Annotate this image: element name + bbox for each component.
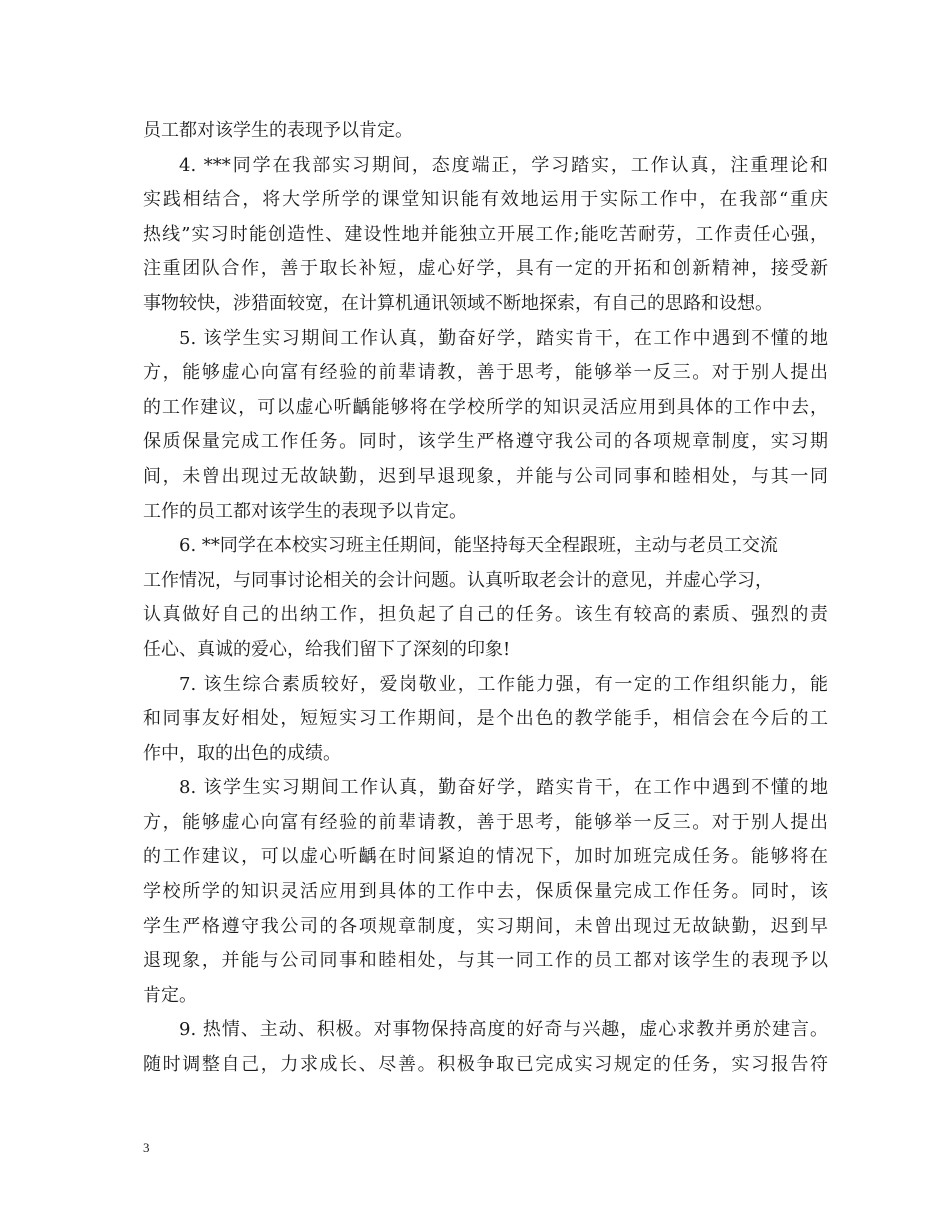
text-line: 8. 该学生实习期间工作认真，勤奋好学，踏实肯干，在工作中遇到不懂的地 bbox=[179, 777, 828, 799]
text-line: 工作的员工都对该学生的表现予以肯定。 bbox=[143, 500, 467, 522]
text-line: 的工作建议，可以虚心听齲能够将在学校所学的知识灵活应用到具体的工作中去， bbox=[143, 396, 828, 418]
text-line: 任心、真诚的爱心，给我们留下了深刻的印象! bbox=[143, 638, 511, 660]
text-line: 4. ***同学在我部实习期间，态度端正，学习踏实，工作认真，注重理论和 bbox=[179, 154, 828, 176]
text-line: 方，能够虚心向富有经验的前辈请教，善于思考，能够举一反三。对于别人提出 bbox=[143, 811, 828, 833]
text-line: 肯定。 bbox=[143, 984, 197, 1006]
text-line: 9. 热情、主动、积极。对事物保持高度的好奇与兴趣，虚心求教并勇於建言。 bbox=[179, 1019, 828, 1041]
text-line: 7. 该生综合素质较好，爱岗敬业，工作能力强，有一定的工作组织能力，能 bbox=[179, 673, 828, 695]
text-line: 事物较快，涉猎面较宽，在计算机通讯领域不断地探索，有自己的思路和设想。 bbox=[143, 292, 773, 314]
text-line: 认真做好自己的出纳工作，担负起了自己的任务。该生有较高的素质、强烈的责 bbox=[143, 604, 828, 626]
text-line: 5. 该学生实习期间工作认真，勤奋好学，踏实肯干，在工作中遇到不懂的地 bbox=[179, 327, 828, 349]
text-line: 工作情况，与同事讨论相关的会计问题。认真听取老会计的意见，并虚心学习， bbox=[143, 569, 773, 591]
text-line: 学校所学的知识灵活应用到具体的工作中去，保质保量完成工作任务。同时，该 bbox=[143, 881, 828, 903]
text-line: 学生严格遵守我公司的各项规章制度，实习期间，未曾出现过无故缺勤，迟到早 bbox=[143, 915, 828, 937]
text-line: 员工都对该学生的表现予以肯定。 bbox=[143, 120, 413, 141]
text-line: 作中，取的出色的成绩。 bbox=[143, 742, 341, 764]
text-line: 的工作建议，可以虚心听齲在时间紧迫的情况下，加时加班完成任务。能够将在 bbox=[143, 846, 828, 868]
page-number: 3 bbox=[143, 1140, 150, 1155]
text-line: 注重团队合作，善于取长补短，虚心好学，具有一定的开拓和创新精神，接受新 bbox=[143, 258, 828, 280]
text-line: 方，能够虚心向富有经验的前辈请教，善于思考，能够举一反三。对于别人提出 bbox=[143, 362, 828, 384]
text-line: 和同事友好相处，短短实习工作期间，是个出色的教学能手，相信会在今后的工 bbox=[143, 708, 828, 730]
text-line: 热线”实习时能创造性、建设性地并能独立开展工作;能吃苦耐劳，工作责任心强， bbox=[143, 223, 828, 245]
text-line: 随时调整自己，力求成长、尽善。积极争取已完成实习规定的任务，实习报告符 bbox=[143, 1054, 828, 1076]
text-line: 保质保量完成工作任务。同时，该学生严格遵守我公司的各项规章制度，实习期 bbox=[143, 431, 828, 453]
text-line: 6. **同学在本校实习班主任期间，能坚持每天全程跟班，主动与老员工交流 bbox=[179, 535, 778, 557]
document-body bbox=[143, 114, 828, 1083]
text-line: 间，未曾出现过无故缺勤，迟到早退现象，并能与公司同事和睦相处，与其一同 bbox=[143, 465, 828, 487]
text-line: 实践相结合，将大学所学的课堂知识能有效地运用于实际工作中，在我部“重庆 bbox=[143, 189, 828, 211]
text-line: 退现象，并能与公司同事和睦相处，与其一同工作的员工都对该学生的表现予以 bbox=[143, 950, 828, 972]
